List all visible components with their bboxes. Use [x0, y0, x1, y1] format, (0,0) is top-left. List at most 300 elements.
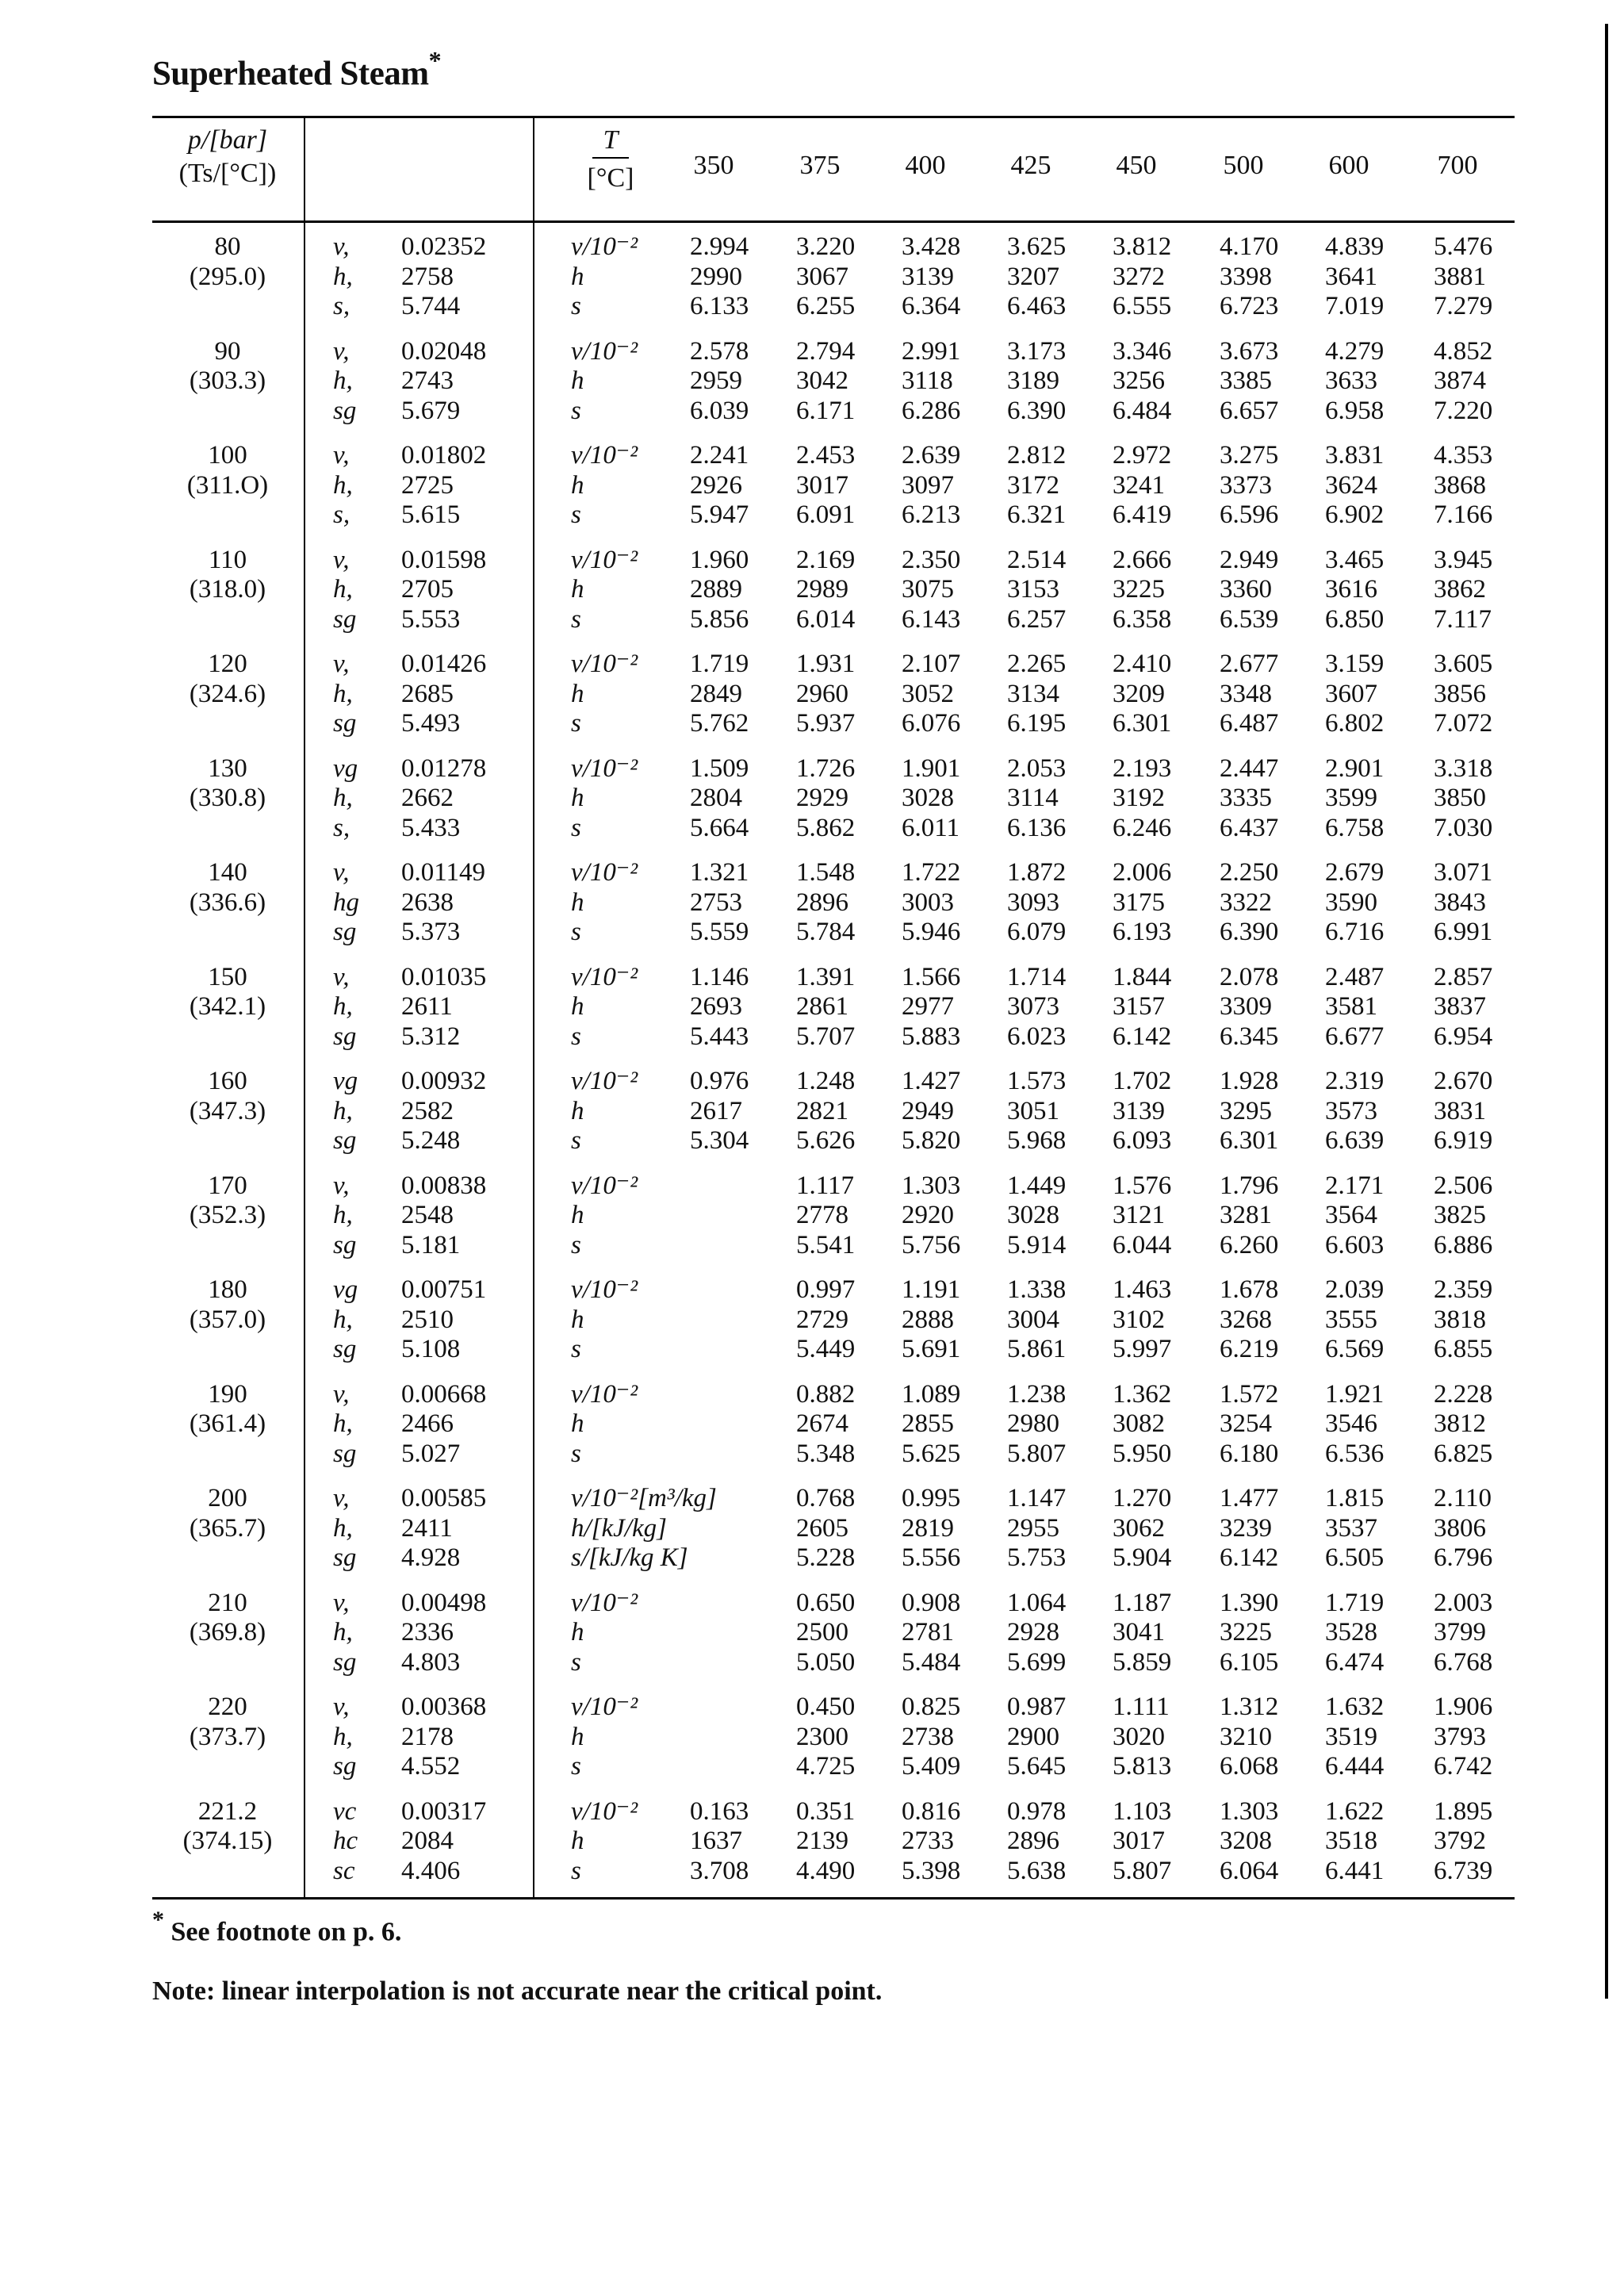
saturation-value: 0.00498	[401, 1588, 487, 1617]
table-cell: 3073	[1007, 992, 1059, 1021]
table-cell: 6.569	[1325, 1335, 1385, 1363]
table-cell: 2990	[690, 262, 742, 291]
table-cell: 5.904	[1113, 1543, 1172, 1572]
saturation-symbol: h,	[333, 679, 353, 708]
saturation-symbol: h,	[333, 470, 353, 500]
saturation-symbol: sg	[333, 709, 357, 738]
table-cell: 2693	[690, 992, 742, 1021]
property-label: v/10⁻²	[571, 962, 638, 991]
table-row	[0, 1125, 1624, 1156]
table-cell: 2949	[902, 1096, 954, 1125]
table-cell: 3862	[1434, 575, 1486, 604]
property-label: v/10⁻²	[571, 336, 638, 366]
table-cell: 5.699	[1007, 1647, 1067, 1677]
table-cell: 3052	[902, 679, 954, 708]
table-cell: 6.505	[1325, 1543, 1385, 1572]
table-cell: 5.914	[1007, 1230, 1067, 1259]
table-cell: 3210	[1220, 1722, 1272, 1751]
table-cell: 6.079	[1007, 918, 1067, 946]
table-cell: 1.719	[1325, 1588, 1385, 1617]
table-cell: 2.006	[1113, 858, 1172, 887]
table-cell: 2926	[690, 470, 742, 500]
property-label: h	[571, 262, 584, 291]
table-cell: 2778	[796, 1201, 848, 1229]
property-label: h	[571, 575, 584, 604]
table-cell: 3850	[1434, 784, 1486, 812]
saturation-symbol: hc	[333, 1827, 358, 1855]
table-cell: 6.463	[1007, 292, 1067, 320]
table-cell: 1.390	[1220, 1588, 1279, 1617]
saturation-value: 5.433	[401, 813, 461, 842]
table-cell: 5.398	[902, 1856, 961, 1885]
table-cell: 5.645	[1007, 1752, 1067, 1781]
saturation-value: 4.552	[401, 1752, 461, 1781]
table-row	[0, 1334, 1624, 1364]
table-cell: 6.171	[796, 396, 856, 425]
table-cell: 1.921	[1325, 1379, 1385, 1409]
table-cell: 6.768	[1434, 1647, 1493, 1677]
saturation-symbol: h,	[333, 1201, 353, 1229]
table-cell: 3153	[1007, 575, 1059, 604]
saturation-symbol: h,	[333, 1513, 353, 1543]
table-cell: 2.250	[1220, 858, 1279, 887]
property-label: v/10⁻²	[571, 1275, 638, 1304]
table-cell: 6.639	[1325, 1126, 1385, 1155]
table-cell: 2674	[796, 1409, 848, 1438]
table-cell: 6.345	[1220, 1022, 1279, 1051]
property-label: h	[571, 679, 584, 708]
table-cell: 3067	[796, 262, 848, 291]
saturation-temperature: (369.8)	[189, 1618, 266, 1647]
table-cell: 5.807	[1007, 1439, 1067, 1468]
table-cell: 2.171	[1325, 1171, 1385, 1200]
table-cell: 5.484	[902, 1647, 961, 1677]
saturation-value: 2510	[401, 1305, 454, 1334]
table-cell: 5.707	[796, 1022, 856, 1051]
saturation-temperature: (330.8)	[189, 784, 266, 812]
saturation-value: 4.928	[401, 1543, 461, 1572]
table-cell: 3281	[1220, 1201, 1272, 1229]
table-cell: 3843	[1434, 887, 1486, 917]
table-cell: 3042	[796, 366, 848, 395]
table-row	[0, 1543, 1624, 1573]
saturation-symbol: hg	[333, 887, 359, 917]
table-cell: 1.576	[1113, 1171, 1172, 1200]
table-cell: 5.856	[690, 604, 749, 634]
saturation-symbol: sg	[333, 1752, 357, 1781]
table-cell: 6.902	[1325, 500, 1385, 529]
table-cell: 6.143	[902, 604, 961, 634]
saturation-temperature: (352.3)	[189, 1201, 266, 1229]
table-cell: 6.219	[1220, 1335, 1279, 1363]
header-temp-375: 375	[799, 151, 841, 180]
table-cell: 2861	[796, 992, 848, 1021]
table-cell: 3633	[1325, 366, 1377, 395]
table-cell: 3.831	[1325, 441, 1385, 470]
table-row	[0, 545, 1624, 575]
pressure-value: 150	[208, 962, 247, 991]
table-cell: 2738	[902, 1722, 954, 1751]
table-row	[0, 649, 1624, 679]
table-row	[0, 1275, 1624, 1305]
table-cell: 1.303	[902, 1171, 961, 1200]
table-cell: 2733	[902, 1827, 954, 1855]
saturation-value: 0.00668	[401, 1379, 487, 1409]
table-cell: 5.050	[796, 1647, 856, 1677]
table-cell: 2900	[1007, 1722, 1059, 1751]
table-cell: 6.193	[1113, 918, 1172, 946]
table-cell: 1.906	[1434, 1693, 1493, 1721]
table-cell: 3.945	[1434, 545, 1493, 574]
saturation-symbol: v,	[333, 1693, 350, 1721]
saturation-symbol: v,	[333, 1171, 350, 1200]
table-cell: 2.110	[1434, 1484, 1492, 1512]
table-cell: 3.812	[1113, 232, 1172, 261]
table-cell: 2300	[796, 1722, 848, 1751]
table-row	[0, 262, 1624, 292]
table-cell: 3157	[1113, 992, 1165, 1021]
table-cell: 2.901	[1325, 753, 1385, 783]
pressure-block-160	[0, 1066, 1624, 1169]
table-cell: 1.477	[1220, 1484, 1279, 1512]
table-cell: 2960	[796, 679, 848, 708]
table-cell: 4.725	[796, 1752, 856, 1781]
table-cell: 1.719	[690, 650, 749, 678]
table-cell: 1.678	[1220, 1275, 1279, 1304]
table-cell: 5.691	[902, 1335, 961, 1363]
saturation-symbol: h,	[333, 1096, 353, 1125]
table-cell: 5.228	[796, 1543, 856, 1572]
table-cell: 3.465	[1325, 545, 1385, 574]
table-cell: 2.039	[1325, 1275, 1385, 1304]
table-cell: 2.447	[1220, 753, 1279, 783]
table-row	[0, 1751, 1624, 1781]
table-cell: 3062	[1113, 1513, 1165, 1543]
property-label: s	[571, 1230, 581, 1259]
table-cell: 7.220	[1434, 396, 1493, 425]
table-cell: 2.857	[1434, 962, 1493, 991]
table-cell: 6.246	[1113, 813, 1172, 842]
table-cell: 0.351	[796, 1796, 856, 1826]
table-cell: 1.815	[1325, 1484, 1385, 1512]
saturation-symbol: sg	[333, 396, 357, 425]
table-row	[0, 1692, 1624, 1722]
property-label: s/[kJ/kg K]	[571, 1543, 688, 1572]
property-label: v/10⁻²	[571, 1067, 638, 1095]
table-cell: 2.169	[796, 545, 856, 574]
table-cell: 5.476	[1434, 232, 1493, 261]
table-cell: 1.362	[1113, 1379, 1172, 1409]
table-cell: 6.796	[1434, 1543, 1493, 1572]
saturation-value: 5.181	[401, 1230, 461, 1259]
saturation-symbol: sg	[333, 1543, 357, 1572]
table-cell: 4.279	[1325, 336, 1385, 366]
table-cell: 2888	[902, 1305, 954, 1334]
saturation-symbol: v,	[333, 1588, 350, 1617]
table-cell: 1.548	[796, 858, 856, 887]
saturation-symbol: sg	[333, 1439, 357, 1468]
table-cell: 3097	[902, 470, 954, 500]
table-cell: 6.742	[1434, 1752, 1493, 1781]
property-label: h	[571, 470, 584, 500]
table-cell: 3139	[1113, 1096, 1165, 1125]
table-cell: 2.078	[1220, 962, 1279, 991]
table-cell: 2.265	[1007, 650, 1067, 678]
pressure-value: 100	[208, 441, 247, 470]
saturation-symbol: v,	[333, 232, 350, 261]
header-temp-500: 500	[1223, 151, 1264, 180]
property-label: s	[571, 396, 581, 425]
table-cell: 3139	[902, 262, 954, 291]
table-cell: 0.978	[1007, 1796, 1067, 1826]
table-cell: 3.428	[902, 232, 961, 261]
pressure-value: 221.2	[197, 1796, 258, 1826]
table-row	[0, 887, 1624, 918]
table-cell: 3616	[1325, 575, 1377, 604]
saturation-temperature: (361.4)	[189, 1409, 266, 1438]
pressure-block-210	[0, 1588, 1624, 1691]
interpolation-note: Note: linear interpolation is not accurate near the critical point.	[152, 1976, 883, 2006]
table-cell: 5.861	[1007, 1335, 1067, 1363]
saturation-symbol: v,	[333, 545, 350, 574]
property-label: v/10⁻²	[571, 1379, 638, 1409]
saturation-value: 5.553	[401, 604, 461, 634]
table-cell: 3573	[1325, 1096, 1377, 1125]
table-cell: 4.839	[1325, 232, 1385, 261]
pressure-block-200	[0, 1483, 1624, 1586]
title-footnote-mark: *	[428, 46, 442, 75]
saturation-symbol: sg	[333, 1647, 357, 1677]
saturation-value: 5.027	[401, 1439, 461, 1468]
table-cell: 5.968	[1007, 1126, 1067, 1155]
table-cell: 2849	[690, 679, 742, 708]
saturation-value: 5.744	[401, 292, 461, 320]
table-cell: 3189	[1007, 366, 1059, 395]
table-cell: 3624	[1325, 470, 1377, 500]
table-cell: 3118	[902, 366, 953, 395]
table-cell: 1.391	[796, 962, 856, 991]
table-cell: 0.825	[902, 1693, 961, 1721]
table-cell: 2729	[796, 1305, 848, 1334]
table-cell: 1.463	[1113, 1275, 1172, 1304]
saturation-symbol: h,	[333, 1409, 353, 1438]
pressure-block-120	[0, 649, 1624, 752]
table-row	[0, 366, 1624, 396]
table-cell: 3385	[1220, 366, 1272, 395]
table-cell: 6.958	[1325, 396, 1385, 425]
table-cell: 3519	[1325, 1722, 1377, 1751]
table-cell: 3599	[1325, 784, 1377, 812]
table-cell: 6.093	[1113, 1126, 1172, 1155]
table-row	[0, 1409, 1624, 1439]
saturation-value: 2743	[401, 366, 454, 395]
property-label: h	[571, 1827, 584, 1855]
footnote-text: See footnote on p. 6.	[170, 1917, 402, 1947]
pressure-block-221.2	[0, 1796, 1624, 1900]
table-cell: 6.260	[1220, 1230, 1279, 1259]
table-cell: 1.726	[796, 753, 856, 783]
footnote	[152, 1907, 402, 1947]
property-label: v/10⁻²[m³/kg]	[571, 1484, 717, 1512]
table-cell: 1.622	[1325, 1796, 1385, 1826]
table-cell: 1.338	[1007, 1275, 1067, 1304]
saturation-symbol: sc	[333, 1856, 355, 1885]
table-cell: 2139	[796, 1827, 848, 1855]
property-label: h	[571, 992, 584, 1021]
table-cell: 1.103	[1113, 1796, 1172, 1826]
table-cell: 2896	[796, 887, 848, 917]
table-cell: 6.076	[902, 709, 961, 738]
table-cell: 2.487	[1325, 962, 1385, 991]
pressure-block-90	[0, 336, 1624, 439]
saturation-temperature: (373.7)	[189, 1722, 266, 1751]
table-row	[0, 1171, 1624, 1201]
table-cell: 6.886	[1434, 1230, 1493, 1259]
saturation-value: 5.373	[401, 918, 461, 946]
saturation-temperature: (295.0)	[189, 262, 266, 291]
table-row	[0, 336, 1624, 366]
table-cell: 5.762	[690, 709, 749, 738]
table-cell: 4.852	[1434, 336, 1493, 366]
saturation-symbol: sg	[333, 918, 357, 946]
table-cell: 5.756	[902, 1230, 961, 1259]
table-cell: 3792	[1434, 1827, 1486, 1855]
table-cell: 1.901	[902, 753, 961, 783]
table-cell: 1.321	[690, 858, 749, 887]
table-cell: 6.064	[1220, 1856, 1279, 1885]
saturation-symbol: sg	[333, 1022, 357, 1051]
table-cell: 6.358	[1113, 604, 1172, 634]
table-cell: 2.107	[902, 650, 961, 678]
saturation-symbol: vg	[333, 1275, 358, 1304]
header-T-label: T	[592, 124, 629, 159]
table-cell: 1.928	[1220, 1067, 1279, 1095]
table-cell: 3590	[1325, 887, 1377, 917]
table-cell: 5.950	[1113, 1439, 1172, 1468]
saturation-value: 2611	[401, 992, 453, 1021]
table-cell: 6.855	[1434, 1335, 1493, 1363]
property-label: h	[571, 366, 584, 395]
pressure-value: 90	[214, 336, 241, 366]
saturation-symbol: h,	[333, 1722, 353, 1751]
table-cell: 3256	[1113, 366, 1165, 395]
table-cell: 2920	[902, 1201, 954, 1229]
table-cell: 6.802	[1325, 709, 1385, 738]
table-cell: 3239	[1220, 1513, 1272, 1543]
pressure-block-180	[0, 1275, 1624, 1378]
table-cell: 6.014	[796, 604, 856, 634]
table-cell: 1.796	[1220, 1171, 1279, 1200]
table-cell: 5.946	[902, 918, 961, 946]
table-row	[0, 604, 1624, 634]
table-cell: 1.187	[1113, 1588, 1172, 1617]
table-cell: 6.596	[1220, 500, 1279, 529]
saturation-symbol: vg	[333, 1067, 358, 1095]
header-temperature	[571, 124, 650, 195]
pressure-block-130	[0, 753, 1624, 857]
table-cell: 2804	[690, 784, 742, 812]
table-cell: 2.639	[902, 441, 961, 470]
table-cell: 6.716	[1325, 918, 1385, 946]
table-cell: 3799	[1434, 1618, 1486, 1647]
saturation-value: 4.406	[401, 1856, 461, 1885]
table-cell: 2.350	[902, 545, 961, 574]
saturation-temperature: (374.15)	[182, 1827, 273, 1855]
table-cell: 1.303	[1220, 1796, 1279, 1826]
saturation-symbol: h,	[333, 262, 353, 291]
table-cell: 3581	[1325, 992, 1377, 1021]
table-row	[0, 574, 1624, 604]
table-cell: 6.444	[1325, 1752, 1385, 1781]
table-cell: 1.111	[1113, 1693, 1170, 1721]
property-label: h	[571, 1201, 584, 1229]
table-cell: 2896	[1007, 1827, 1059, 1855]
saturation-value: 2548	[401, 1201, 454, 1229]
header-temp-600: 600	[1328, 151, 1369, 180]
table-cell: 6.142	[1113, 1022, 1172, 1051]
table-cell: 1.573	[1007, 1067, 1067, 1095]
table-cell: 6.195	[1007, 709, 1067, 738]
table-cell: 3335	[1220, 784, 1272, 812]
table-cell: 3818	[1434, 1305, 1486, 1334]
table-cell: 5.937	[796, 709, 856, 738]
pressure-value: 130	[208, 753, 247, 783]
table-cell: 2.666	[1113, 545, 1172, 574]
table-cell: 2605	[796, 1513, 848, 1543]
table-cell: 6.180	[1220, 1439, 1279, 1468]
table-row	[0, 470, 1624, 500]
table-cell: 3.275	[1220, 441, 1279, 470]
page-title	[152, 46, 442, 93]
table-cell: 1.064	[1007, 1588, 1067, 1617]
table-cell: 6.723	[1220, 292, 1279, 320]
table-cell: 2.053	[1007, 753, 1067, 783]
property-label: h	[571, 887, 584, 917]
saturation-symbol: h,	[333, 575, 353, 604]
table-cell: 2.506	[1434, 1171, 1493, 1200]
table-row	[0, 1439, 1624, 1469]
saturation-value: 0.00838	[401, 1171, 487, 1200]
table-cell: 5.947	[690, 500, 749, 529]
table-cell: 6.758	[1325, 813, 1385, 842]
property-label: s	[571, 1022, 581, 1051]
table-cell: 3348	[1220, 679, 1272, 708]
table-cell: 1.312	[1220, 1693, 1279, 1721]
table-cell: 3537	[1325, 1513, 1377, 1543]
pressure-value: 170	[208, 1171, 247, 1200]
saturation-symbol: sg	[333, 1335, 357, 1363]
table-cell: 0.882	[796, 1379, 856, 1409]
table-cell: 3831	[1434, 1096, 1486, 1125]
table-cell: 6.825	[1434, 1439, 1493, 1468]
table-cell: 5.807	[1113, 1856, 1172, 1885]
table-row	[0, 1796, 1624, 1827]
table-cell: 6.301	[1220, 1126, 1279, 1155]
saturation-value: 2336	[401, 1618, 454, 1647]
table-cell: 6.390	[1220, 918, 1279, 946]
table-cell: 3028	[1007, 1201, 1059, 1229]
table-row	[0, 1722, 1624, 1752]
saturation-symbol: sg	[333, 1230, 357, 1259]
table-cell: 1.931	[796, 650, 856, 678]
saturation-value: 0.01426	[401, 650, 487, 678]
table-cell: 4.170	[1220, 232, 1279, 261]
saturation-value: 4.803	[401, 1647, 461, 1677]
table-cell: 2928	[1007, 1618, 1059, 1647]
table-cell: 3607	[1325, 679, 1377, 708]
pressure-block-80	[0, 232, 1624, 335]
table-cell: 3874	[1434, 366, 1486, 395]
